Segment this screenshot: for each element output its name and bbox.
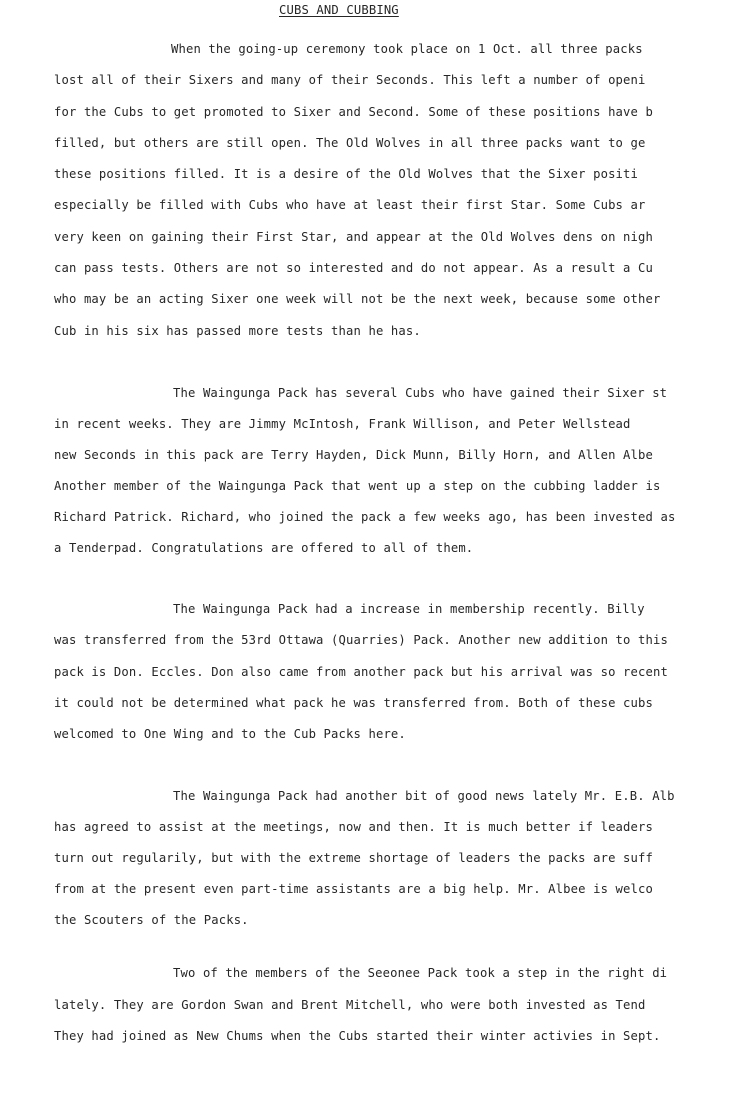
paragraph-3-line-2: was transferred from the 53rd Ottawa (Quarries) Pack. Another new addition to this [54, 633, 668, 647]
paragraph-1-line-5: these positions filled. It is a desire of the Old Wolves that the Sixer positi [54, 167, 639, 181]
paragraph-4-line-2: has agreed to assist at the meetings, now and then. It is much better if leaders [54, 820, 653, 834]
paragraph-2-line-4: Another member of the Waingunga Pack that went up a step on the cubbing ladder is [54, 479, 661, 493]
paragraph-1-line-4: filled, but others are still open. The Old Wolves in all three packs want to ge [54, 136, 646, 150]
paragraph-1-line-3: for the Cubs to get promoted to Sixer and Second. Some of these positions have b [54, 105, 653, 119]
paragraph-4-line-5: the Scouters of the Packs. [54, 913, 249, 927]
paragraph-1-line-10: Cub in his six has passed more tests than he has. [54, 324, 421, 338]
paragraph-3-line-5: welcomed to One Wing and to the Cub Packs here. [54, 727, 406, 741]
paragraph-3-line-3: pack is Don. Eccles. Don also came from another pack but his arrival was so recent [54, 665, 668, 679]
document-title: CUBS AND CUBBING [279, 3, 399, 17]
paragraph-1-line-1: When the going-up ceremony took place on 1 Oct. all three packs [171, 42, 643, 56]
paragraph-4-line-3: turn out regularily, but with the extreme shortage of leaders the packs are suff [54, 851, 653, 865]
paragraph-5-line-1: Two of the members of the Seeonee Pack took a step in the right di [173, 966, 668, 980]
paragraph-3-line-1: The Waingunga Pack had a increase in membership recently. Billy [173, 602, 645, 616]
paragraph-1-line-8: can pass tests. Others are not so interested and do not appear. As a result a Cu [54, 261, 653, 275]
paragraph-2-line-6: a Tenderpad. Congratulations are offered to all of them. [54, 541, 474, 555]
paragraph-4-line-1: The Waingunga Pack had another bit of good news lately Mr. E.B. Alb [173, 789, 675, 803]
paragraph-2-line-3: new Seconds in this pack are Terry Hayden, Dick Munn, Billy Horn, and Allen Albe [54, 448, 653, 462]
paragraph-1-line-2: lost all of their Sixers and many of their Seconds. This left a number of openi [54, 73, 646, 87]
paragraph-5-line-2: lately. They are Gordon Swan and Brent Mitchell, who were both invested as Tend [54, 998, 646, 1012]
paragraph-2-line-1: The Waingunga Pack has several Cubs who have gained their Sixer st [173, 386, 668, 400]
paragraph-3-line-4: it could not be determined what pack he was transferred from. Both of these cubs [54, 696, 653, 710]
paragraph-1-line-7: very keen on gaining their First Star, and appear at the Old Wolves dens on nigh [54, 230, 653, 244]
paragraph-1-line-9: who may be an acting Sixer one week will not be the next week, because some other [54, 292, 661, 306]
paragraph-4-line-4: from at the present even part-time assistants are a big help. Mr. Albee is welco [54, 882, 653, 896]
paragraph-1-line-6: especially be filled with Cubs who have at least their first Star. Some Cubs ar [54, 198, 646, 212]
paragraph-2-line-5: Richard Patrick. Richard, who joined the pack a few weeks ago, has been invested as [54, 510, 676, 524]
paragraph-2-line-2: in recent weeks. They are Jimmy McIntosh, Frank Willison, and Peter Wellstead [54, 417, 631, 431]
paragraph-5-line-3: They had joined as New Chums when the Cubs started their winter activies in Sept. [54, 1029, 661, 1043]
